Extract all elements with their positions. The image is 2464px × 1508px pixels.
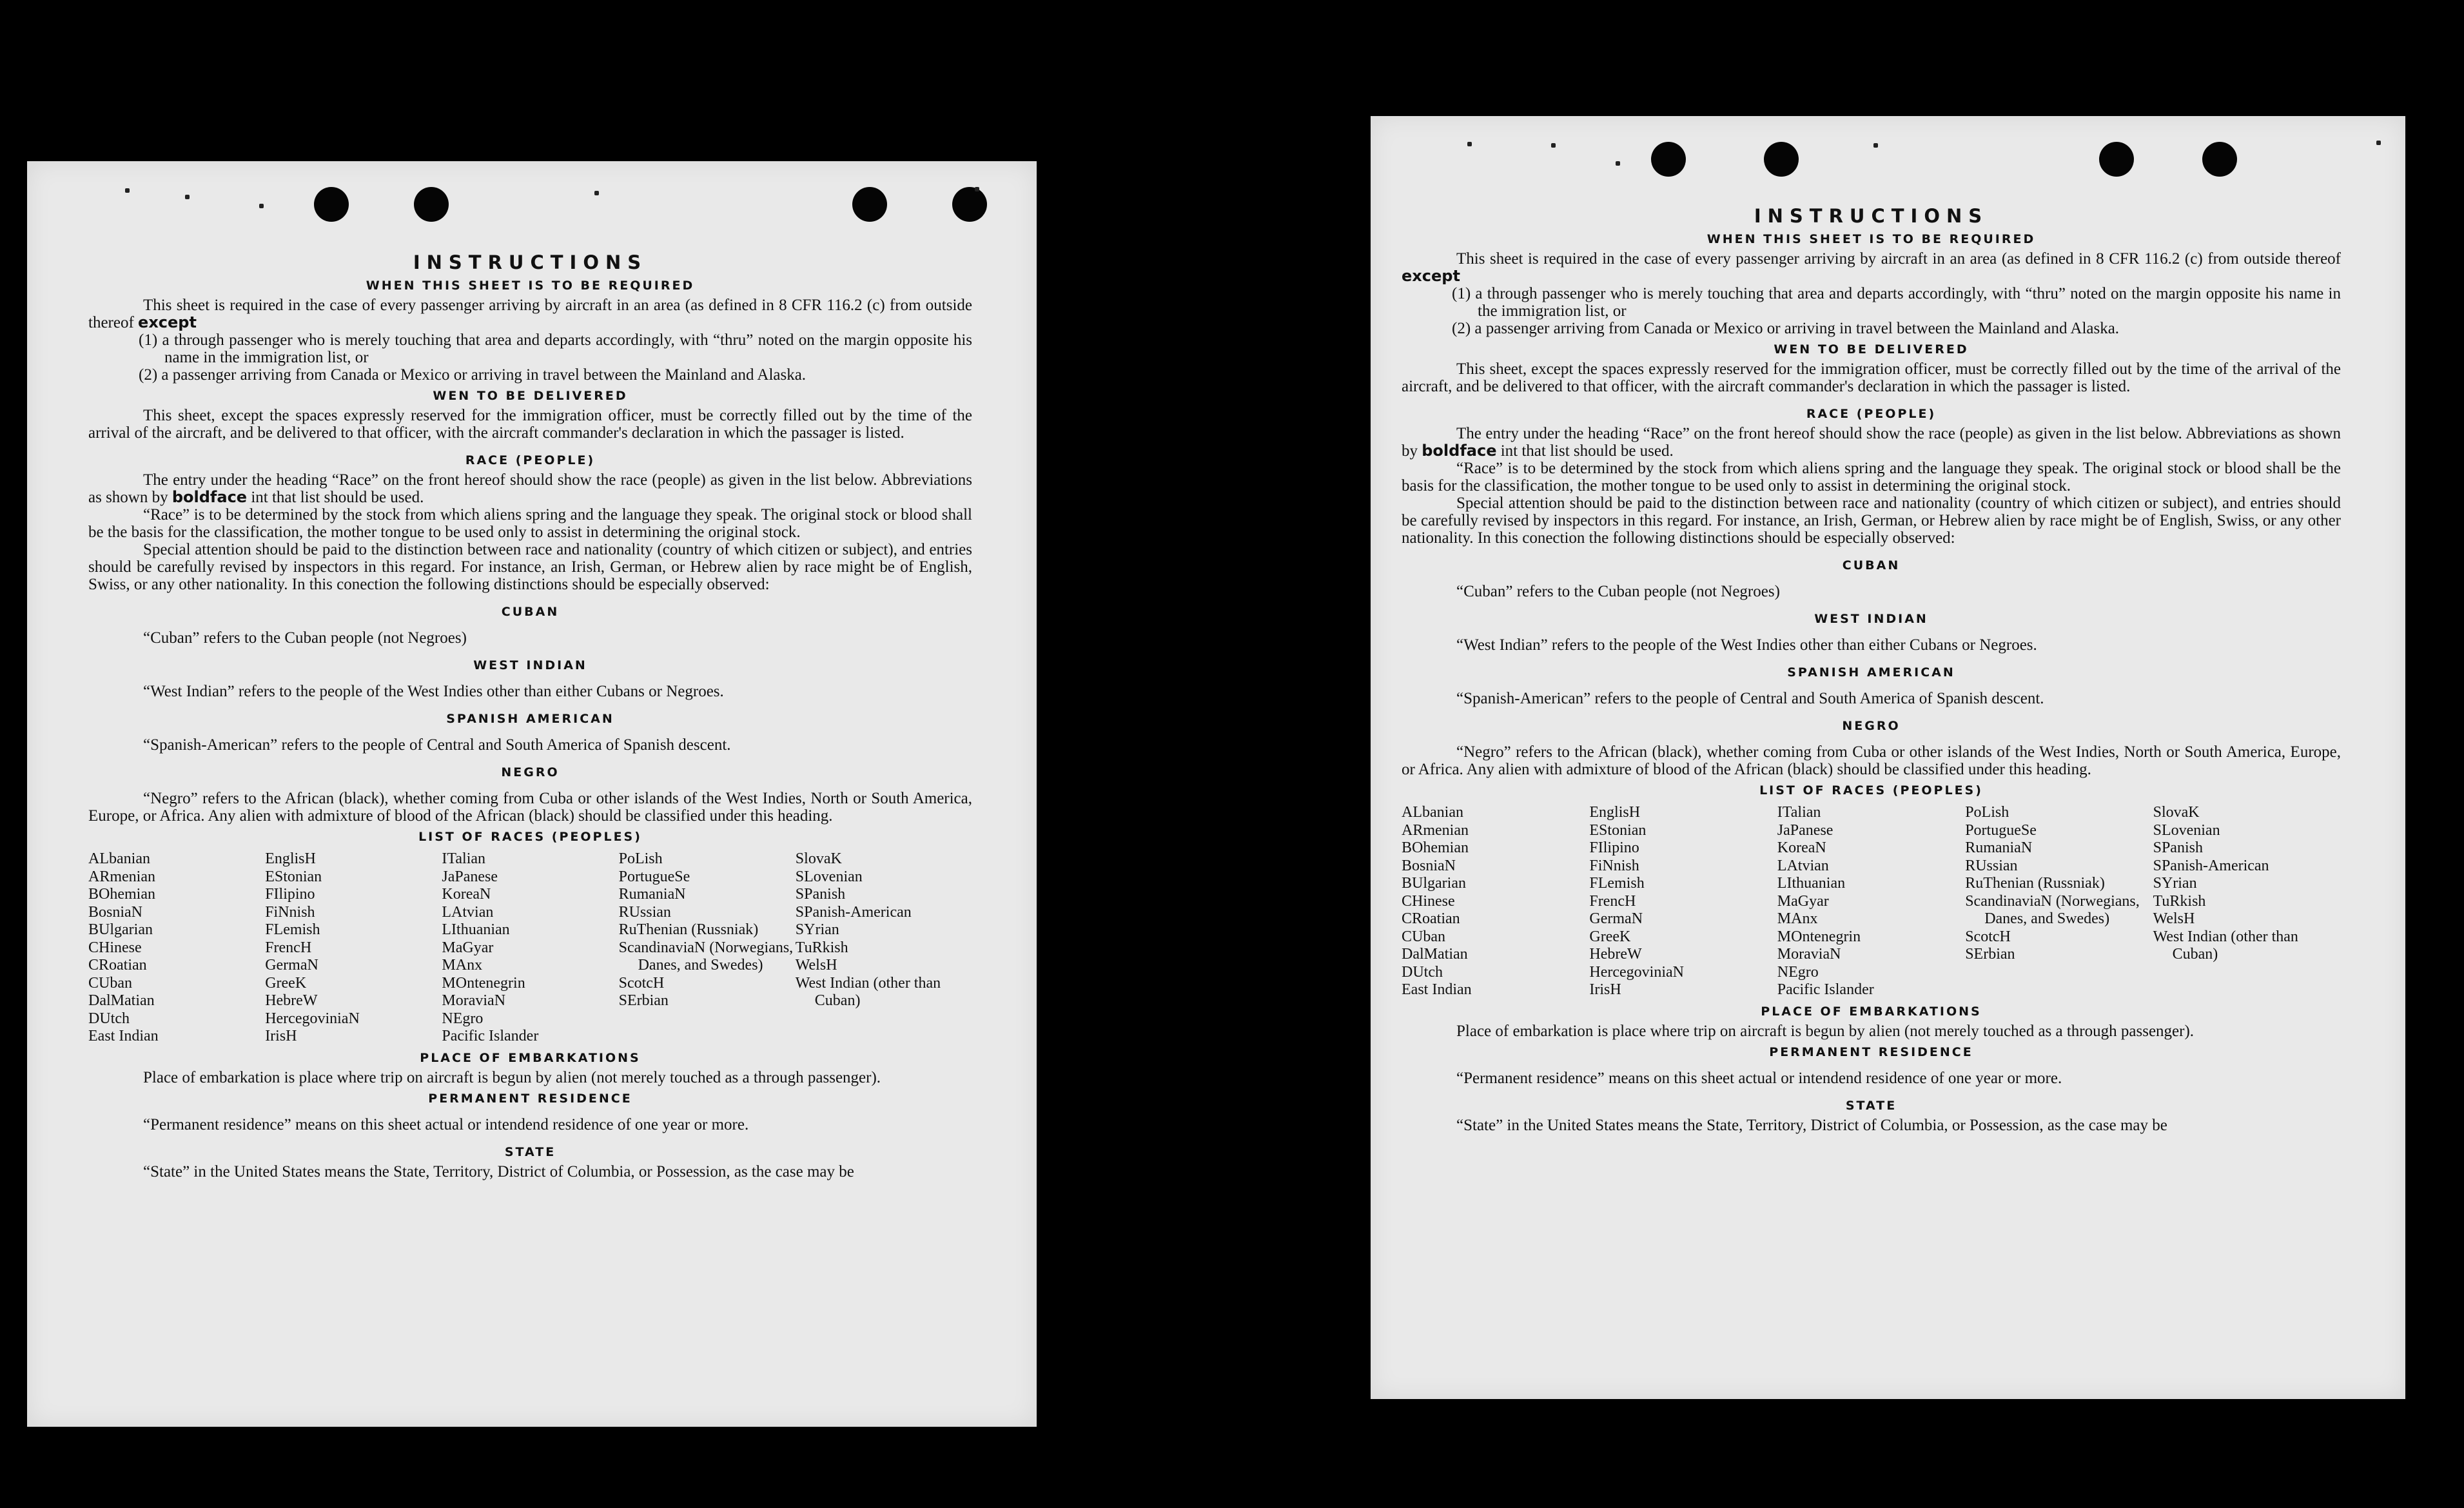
section-heading-embarkation: PLACE OF EMBARKATIONS [420,1050,641,1065]
when-required-intro [88,297,972,331]
race-entry: West Indian (other than Cuban) [795,974,941,1009]
race-paragraph-3: Special attention should be paid to the distinction between race and nationality (country of which citizen or subject), and entries should be carefully revised by inspectors in this regard. For instance, an Irish, German, or Hebrew alien by race might be of English, Swiss, or any other nationality. In this conection the following distinctions should be especially observed: [88,541,972,593]
race-paragraph-3: Special attention should be paid to the distinction between race and nationality (country of which citizen or subject), and entries should be carefully revised by inspectors in this regard. For instance, an Irish, German, or Hebrew alien by race might be of English, Swiss, or any other nationality. In this conection the following distinctions should be especially observed: [1402,495,2341,547]
race-entry: IrisH [1589,981,1621,998]
race-entry: RuThenian (Russniak) [1965,875,2105,892]
race-entry: MAnx [1777,910,1818,927]
race-entry: HebreW [1589,946,1642,963]
race-entry: BUlgarian [88,921,153,938]
scan-speck [1551,143,1556,148]
delivered-text: This sheet, except the spaces expressly reserved for the immigration officer, must be correctly filled out by the time of the arrival of the aircraft, and be delivered to that officer, with the aircraft commander's declaration in which the passager is listed. [88,407,972,442]
section-heading-delivered: WEN TO BE DELIVERED [1774,342,1969,357]
race-entry: ScotcH [1965,928,2011,945]
race-entry: PortugueSe [618,868,690,885]
race-entry: SErbian [618,992,669,1009]
west-indian-text: “West Indian” refers to the people of the West Indies other than either Cubans or Negroes. [1456,636,2037,654]
section-heading-state: STATE [1845,1098,1897,1113]
race-entry: CUban [1402,928,1445,945]
race-entry: FrencH [265,939,312,956]
race-entry: ScandinaviaN (Norwegians, Danes, and Swedes) [1965,892,2140,927]
race-entry: TuRkish [795,939,848,956]
race-entry: RumaniaN [618,886,686,903]
race-entry: FiNnish [1589,857,1639,874]
section-heading-race: RACE (PEOPLE) [465,453,596,467]
exception-item-1: (1) a through passenger who is merely touching that area and departs accordingly, with “thru” noted on the margin opposite his name in the immigration list, or [139,331,972,366]
race-entry: KoreaN [1777,839,1826,856]
races-column [796,850,972,1046]
race-entry: CHinese [1402,892,1455,910]
race-entry: FLemish [1589,875,1645,892]
races-column [442,850,618,1046]
instructions-title: INSTRUCTIONS [413,251,648,273]
race-entry: FIlipino [265,886,315,903]
scan-speck [1616,161,1620,166]
section-heading-state: STATE [504,1144,556,1159]
race-entry: CRoatian [88,957,147,974]
residence-text: “Permanent residence” means on this sheet actual or intendend residence of one year or more. [143,1115,749,1133]
race-entry: RumaniaN [1965,839,2033,856]
section-heading-residence: PERMANENT RESIDENCE [428,1091,632,1106]
race-entry: LIthuanian [442,921,510,938]
punch-hole [2099,142,2134,177]
race-entry: East Indian [1402,981,1472,998]
boldface-keyword: boldface [1422,442,1497,460]
race-entry: LIthuanian [1777,875,1846,892]
west-indian-text: “West Indian” refers to the people of the West Indies other than either Cubans or Negroes. [143,683,724,700]
race-entry: LAtvian [442,903,494,921]
race-entry: LAtvian [1777,857,1829,874]
section-heading-when-required: WHEN THIS SHEET IS TO BE REQUIRED [366,279,695,293]
races-column [619,850,796,1046]
section-heading-races-list: LIST OF RACES (PEOPLES) [418,830,642,844]
race-entry: WelsH [795,957,837,974]
race-entry: DalMatian [1402,946,1468,963]
scan-speck [125,188,130,193]
race-entry: EStonian [265,868,322,885]
race-entry: MoraviaN [1777,946,1841,963]
race-entry: ITalian [1777,804,1821,821]
race-entry: SPanish-American [2153,857,2269,874]
race-entry: IrisH [265,1028,297,1044]
punch-hole [1764,142,1799,177]
race-entry: JaPanese [1777,821,1833,839]
race-entry: HercegoviniaN [265,1010,360,1027]
race-entry: FiNnish [265,903,315,921]
race-entry: SLovenian [795,868,863,885]
race-entry: FrencH [1589,892,1636,910]
section-heading-west-indian: WEST INDIAN [1814,612,1928,626]
race-entry: SYrian [795,921,839,938]
scan-speck [1873,143,1878,148]
race-entry: SErbian [1965,946,2015,963]
state-text: “State” in the United States means the State, Territory, District of Columbia, or Possession, as the case may be [1456,1116,2167,1134]
race-entry: SYrian [2153,875,2197,892]
scan-speck [975,187,979,191]
races-list [1402,804,2341,999]
punch-hole [952,187,987,222]
race-entry: MOntenegrin [1777,928,1861,945]
race-entry: ITalian [442,850,486,867]
race-entry: SlovaK [2153,804,2200,821]
race-entry: SPanish [795,886,846,903]
race-entry: SLovenian [2153,821,2220,839]
section-heading-cuban: CUBAN [1842,558,1901,573]
races-column [1777,804,1965,999]
punch-hole [2202,142,2237,177]
race-p1-text: The entry under the heading “Race” on the front hereof should show the race (people) as given in the list below. Abbreviations as shown by [88,471,972,506]
race-entry: GreeK [1589,928,1631,945]
race-entry: HebreW [265,992,318,1009]
races-column [88,850,265,1046]
punch-hole [1651,142,1686,177]
race-entry: GreeK [265,974,307,992]
race-entry: BosniaN [1402,857,1456,874]
race-entry: EnglisH [1589,804,1641,821]
race-entry: SPanish-American [795,903,912,921]
race-entry: RUssian [618,903,671,921]
race-entry: ALbanian [88,850,150,867]
race-entry: MoraviaN [442,992,506,1009]
race-entry: MaGyar [442,939,494,956]
delivered-text: This sheet, except the spaces expressly reserved for the immigration officer, must be correctly filled out by the time of the arrival of the aircraft, and be delivered to that officer, with the aircraft commander's declaration in which the passager is listed. [1402,360,2341,395]
scan-speck [185,195,190,199]
race-entry: WelsH [2153,910,2195,927]
races-column [1402,804,1589,999]
spanish-american-text: “Spanish-American” refers to the people of Central and South America of Spanish descent. [1456,690,2044,707]
race-entry: FLemish [265,921,320,938]
section-heading-spanish-american: SPANISH AMERICAN [446,712,614,726]
embarkation-text: Place of embarkation is place where trip on aircraft is begun by alien (not merely touched as a through passenger). [143,1068,881,1086]
race-entry: DalMatian [88,992,155,1009]
section-heading-delivered: WEN TO BE DELIVERED [433,389,628,403]
races-column [1589,804,1777,999]
except-keyword: except [138,313,197,331]
section-heading-negro: NEGRO [501,765,560,779]
race-p1-end: int that list should be used. [251,489,424,506]
negro-text: “Negro” refers to the African (black), whether coming from Cuba or other islands of the West Indies, North or South America, Europe, or Africa. Any alien with admixture of blood of the African (black) should be classified under this heading. [88,790,972,825]
race-entry: NEgro [1777,963,1819,981]
section-heading-embarkation: PLACE OF EMBARKATIONS [1761,1004,1982,1019]
race-entry: BOhemian [1402,839,1469,856]
document-page-right [1371,116,2405,1399]
race-entry: KoreaN [442,886,491,903]
scan-speck [594,191,599,195]
section-heading-residence: PERMANENT RESIDENCE [1769,1044,1973,1059]
race-entry: BosniaN [88,903,142,921]
race-p1-end: int that list should be used. [1500,442,1674,460]
scan-speck [259,204,264,208]
race-entry: CRoatian [1402,910,1460,927]
race-entry: ScandinaviaN (Norwegians, Danes, and Swedes) [618,939,794,974]
instructions-content [88,251,972,1180]
intro-text: This sheet is required in the case of every passenger arriving by aircraft in an area (as defined in 8 CFR 116.2 (c) from outside thereof [1456,250,2341,268]
section-heading-races-list: LIST OF RACES (PEOPLES) [1759,783,1983,798]
race-entry: DUtch [1402,963,1443,981]
scan-speck [1467,142,1472,146]
race-entry: ScotcH [618,974,665,992]
race-entry: FIlipino [1589,839,1639,856]
race-entry: ARmenian [1402,821,1469,839]
cuban-text: “Cuban” refers to the Cuban people (not Negroes) [1456,583,1780,600]
punch-hole [314,187,349,222]
spanish-american-text: “Spanish-American” refers to the people of Central and South America of Spanish descent. [143,736,731,754]
punch-hole [852,187,887,222]
race-entry: ARmenian [88,868,155,885]
section-heading-west-indian: WEST INDIAN [473,658,587,672]
races-column [1965,804,2153,999]
race-entry: ALbanian [1402,804,1463,821]
race-paragraph-1 [88,471,972,506]
instructions-content [1402,205,2341,1134]
races-column [2153,804,2341,999]
race-entry: NEgro [442,1010,484,1027]
cuban-text: “Cuban” refers to the Cuban people (not Negroes) [143,629,467,647]
section-heading-negro: NEGRO [1842,719,1901,733]
races-column [265,850,442,1046]
race-entry: PoLish [1965,804,2009,821]
race-entry: SPanish [2153,839,2203,856]
embarkation-text: Place of embarkation is place where trip on aircraft is begun by alien (not merely touched as a through passenger). [1456,1022,2195,1040]
race-entry: RUssian [1965,857,2018,874]
race-entry: JaPanese [442,868,498,885]
race-p1-text: The entry under the heading “Race” on the front hereof should show the race (people) as given in the list below. Abbreviations as shown by [1402,425,2341,460]
race-entry: GermaN [265,957,318,974]
except-keyword: except [1402,267,1460,285]
race-entry: West Indian (other than Cuban) [2153,928,2298,963]
races-list [88,850,972,1046]
exception-item-2: (2) a passenger arriving from Canada or Mexico or arriving in travel between the Mainland and Alaska. [139,366,807,384]
section-heading-spanish-american: SPANISH AMERICAN [1787,665,1955,680]
race-entry: EStonian [1589,821,1647,839]
residence-text: “Permanent residence” means on this sheet actual or intendend residence of one year or more. [1456,1069,2062,1087]
race-entry: BOhemian [88,886,155,903]
document-page-left [27,161,1037,1427]
punch-hole [414,187,449,222]
race-entry: East Indian [88,1028,159,1044]
race-paragraph-1 [1402,425,2341,460]
negro-text: “Negro” refers to the African (black), whether coming from Cuba or other islands of the West Indies, North or South America, Europe, or Africa. Any alien with admixture of blood of the African (black) should be classified under this heading. [1402,743,2341,778]
exception-item-2: (2) a passenger arriving from Canada or Mexico or arriving in travel between the Mainland and Alaska. [1452,320,2120,337]
instructions-title: INSTRUCTIONS [1754,205,1989,227]
state-text: “State” in the United States means the State, Territory, District of Columbia, or Possession, as the case may be [143,1162,854,1180]
scan-speck [2376,141,2381,145]
section-heading-race: RACE (PEOPLE) [1806,407,1937,421]
boldface-keyword: boldface [171,488,248,506]
race-entry: PortugueSe [1965,821,2037,839]
race-entry: RuThenian (Russniak) [618,921,759,938]
race-paragraph-2: “Race” is to be determined by the stock from which aliens spring and the language they speak. The original stock or blood shall be the basis for the classification, the mother tongue to be used only to assist in determining the original stock. [88,506,972,541]
race-entry: DUtch [88,1010,130,1027]
race-entry: CHinese [88,939,142,956]
race-entry: MaGyar [1777,892,1829,910]
race-entry: Pacific Islander [442,1028,539,1044]
section-heading-cuban: CUBAN [501,605,560,619]
race-paragraph-2: “Race” is to be determined by the stock from which aliens spring and the language they speak. The original stock or blood shall be the basis for the classification, the mother tongue to be used only to assist in determining the original stock. [1402,460,2341,495]
race-entry: BUlgarian [1402,875,1466,892]
race-entry: CUban [88,974,132,992]
race-entry: HercegoviniaN [1589,963,1684,981]
race-entry: Pacific Islander [1777,981,1874,998]
race-entry: PoLish [618,850,663,867]
exception-item-1: (1) a through passenger who is merely touching that area and departs accordingly, with “thru” noted on the margin opposite his name in the immigration list, or [1452,285,2341,320]
race-entry: MAnx [442,957,483,974]
race-entry: TuRkish [2153,892,2206,910]
when-required-intro [1402,250,2341,285]
race-entry: EnglisH [265,850,316,867]
race-entry: SlovaK [795,850,842,867]
race-entry: MOntenegrin [442,974,525,992]
section-heading-when-required: WHEN THIS SHEET IS TO BE REQUIRED [1706,232,2036,246]
race-entry: GermaN [1589,910,1643,927]
intro-text: This sheet is required in the case of every passenger arriving by aircraft in an area (as defined in 8 CFR 116.2 (c) from outside thereof [88,297,972,331]
